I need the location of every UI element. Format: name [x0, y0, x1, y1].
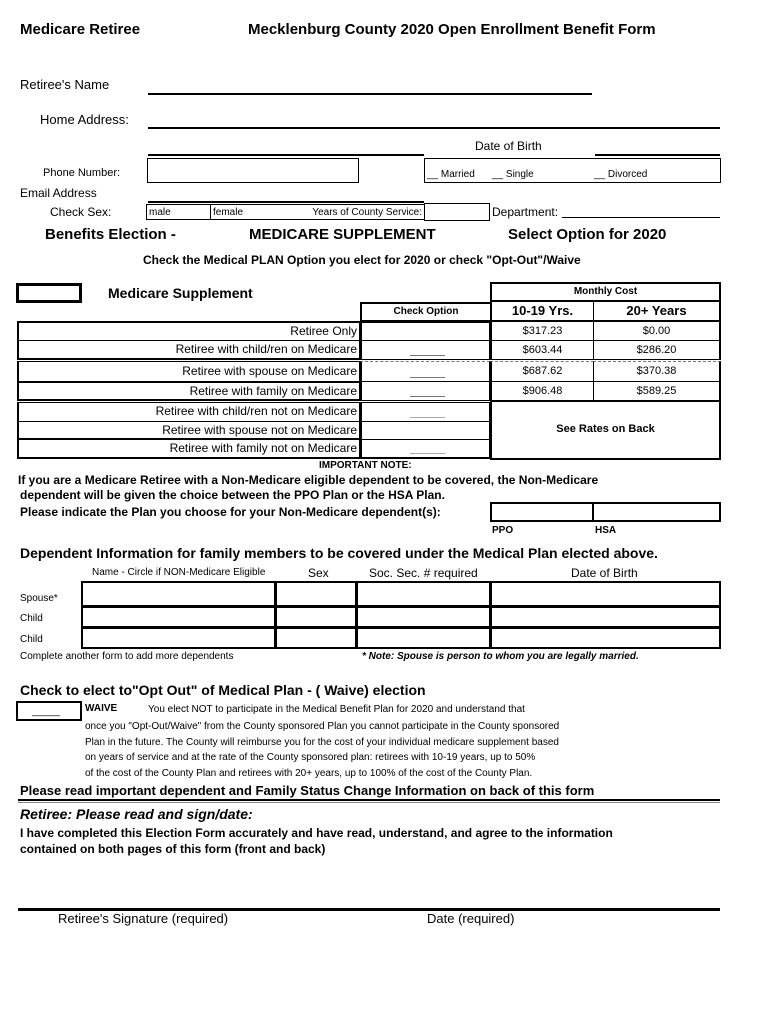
cost-10-19-child-on-medicare: $603.44 [490, 340, 594, 360]
plan-row-label: Retiree Only [290, 324, 357, 338]
check-option-child-not-medicare[interactable] [360, 402, 490, 422]
spouse-sex-input[interactable] [275, 581, 357, 607]
medicare-supplement-heading: MEDICARE SUPPLEMENT [249, 226, 436, 243]
cost-20-plus-retiree-only: $0.00 [593, 321, 721, 341]
monthly-cost-header: Monthly Cost [490, 282, 721, 302]
dependent-col-name: Name - Circle if NON-Medicare Eligible [92, 567, 266, 578]
child2-name-input[interactable] [81, 627, 276, 649]
plan-row-label: Retiree with child/ren not on Medicare [155, 404, 357, 418]
years-service-input[interactable] [424, 203, 490, 221]
signature-field[interactable] [18, 880, 408, 908]
plan-row-label: Retiree with child/ren on Medicare [175, 342, 357, 356]
address-line2-underline [148, 154, 424, 156]
benefits-election-label: Benefits Election - [45, 226, 176, 243]
check-blank [410, 417, 445, 418]
attestation-line1: I have completed this Election Form accurately and have read, understand, and agree to the information [20, 826, 613, 840]
plan-row-label: Retiree with family on Medicare [189, 384, 357, 398]
date-field[interactable] [420, 880, 720, 908]
child1-name-input[interactable] [81, 606, 276, 628]
waive-label: WAIVE [85, 703, 118, 714]
department-underline[interactable] [562, 217, 720, 218]
sex-option-female[interactable] [210, 204, 277, 220]
child2-ssn-input[interactable] [356, 627, 491, 649]
female-label: female [213, 207, 244, 218]
marital-option-married[interactable]: __ Married [427, 169, 475, 180]
phone-label: Phone Number: [43, 167, 121, 179]
cost-20-plus-child-on-medicare: $286.20 [593, 340, 721, 360]
dob-underline[interactable] [595, 154, 720, 156]
home-address-label: Home Address: [40, 112, 129, 127]
waive-text-line3: Plan in the future. The County will reimburse you for the cost of your individual medicare supplement based [85, 737, 559, 748]
col-header-20-plus: 20+ Years [593, 301, 721, 321]
plan-row-spouse-on-medicare [17, 361, 360, 382]
col-header-10-19: 10-19 Yrs. [490, 301, 594, 321]
child1-ssn-input[interactable] [356, 606, 491, 628]
plan-row-label: Retiree with spouse on Medicare [182, 364, 357, 378]
ppo-checkbox[interactable] [490, 502, 594, 522]
home-address-underline [148, 127, 720, 129]
dependent-col-dob: Date of Birth [571, 566, 638, 580]
cost-10-19-retiree-only: $317.23 [490, 321, 594, 341]
child2-sex-input[interactable] [275, 627, 357, 649]
check-blank [410, 377, 445, 378]
retiree-name-label: Retiree's Name [20, 77, 110, 92]
important-note-line3: Please indicate the Plan you choose for your Non-Medicare dependent(s): [20, 505, 441, 519]
section-divider-bottom [18, 802, 720, 803]
check-blank [410, 355, 445, 356]
home-address-field[interactable] [148, 106, 720, 128]
plan-row-retiree-only [17, 321, 360, 341]
cost-20-plus-spouse-on-medicare: $370.38 [593, 361, 721, 382]
back-of-form-notice: Please read important dependent and Family Status Change Information on back of this form [20, 783, 595, 798]
form-type-label: Medicare Retiree [20, 21, 141, 38]
ppo-label: PPO [492, 525, 514, 536]
check-sex-label: Check Sex: [50, 205, 112, 219]
cost-20-plus-family-on-medicare: $589.25 [593, 381, 721, 401]
waive-checkbox-blank: _____ [32, 706, 60, 717]
marital-option-single[interactable]: __ Single [492, 169, 534, 180]
years-service-label-box [276, 204, 424, 220]
cost-10-19-family-on-medicare: $906.48 [490, 381, 594, 401]
dob-label: Date of Birth [475, 139, 542, 153]
check-blank [410, 396, 445, 397]
waive-text-line1: You elect NOT to participate in the Medical Benefit Plan for 2020 and understand that [148, 704, 525, 715]
check-option-child-on-medicare[interactable] [360, 340, 490, 360]
important-note-title: IMPORTANT NOTE: [319, 460, 412, 471]
check-option-retiree-only[interactable] [360, 321, 490, 341]
plan-row-family-on-medicare [17, 381, 360, 401]
email-label: Email Address [20, 186, 97, 200]
phone-input[interactable] [147, 158, 359, 183]
child1-dob-input[interactable] [490, 606, 721, 628]
dependent-row-spouse-label: Spouse* [20, 593, 58, 604]
marital-option-divorced[interactable]: __ Divorced [594, 169, 648, 180]
child1-sex-input[interactable] [275, 606, 357, 628]
dependents-title: Dependent Information for family members to be covered under the Medical Plan elected above. [20, 545, 658, 561]
plan-row-child-on-medicare [17, 340, 360, 360]
date-label: Date (required) [427, 911, 515, 926]
dependent-row-child1-label: Child [20, 613, 43, 624]
department-label: Department: [492, 205, 559, 219]
plan-name: Medicare Supplement [108, 285, 253, 301]
spouse-dob-input[interactable] [490, 581, 721, 607]
check-option-spouse-not-medicare[interactable] [360, 421, 490, 440]
dependent-col-sex: Sex [308, 566, 329, 580]
male-label: male [149, 207, 171, 218]
waive-text-line2: once you "Opt-Out/Waive" from the County sponsored Plan you cannot participate in the County sponsored [85, 721, 560, 732]
page-title: Mecklenburg County 2020 Open Enrollment Benefit Form [248, 21, 656, 38]
waive-title: Check to elect to"Opt Out" of Medical Plan - ( Waive) election [20, 682, 426, 698]
child2-dob-input[interactable] [490, 627, 721, 649]
more-dependents-note: Complete another form to add more dependents [20, 651, 234, 662]
check-blank [410, 453, 445, 454]
hsa-label: HSA [595, 525, 617, 536]
plan-row-label: Retiree with spouse not on Medicare [162, 423, 357, 437]
signature-label: Retiree's Signature (required) [58, 911, 229, 926]
retiree-name-underline [148, 93, 592, 95]
check-option-family-on-medicare[interactable] [360, 381, 490, 401]
signature-section-title: Retiree: Please read and sign/date: [20, 806, 253, 822]
hsa-checkbox[interactable] [592, 502, 721, 522]
section-divider-top [18, 799, 720, 801]
dependent-row-child2-label: Child [20, 634, 43, 645]
plan-row-label: Retiree with family not on Medicare [169, 441, 357, 455]
important-note-line2: dependent will be given the choice between the PPO Plan or the HSA Plan. [20, 488, 445, 502]
important-note-line1: If you are a Medicare Retiree with a Non-Medicare eligible dependent to be covered, the Non-Medicare [18, 473, 599, 487]
waive-text-line4: on years of service and at the rate of the County sponsored plan: retirees with 10-19 years, up to 50% [85, 752, 536, 763]
email-underline[interactable] [148, 201, 424, 203]
plan-instruction: Check the Medical PLAN Option you elect for 2020 or check "Opt-Out"/Waive [143, 253, 581, 267]
plan-row-family-not-medicare [17, 439, 360, 459]
dependent-col-ssn: Soc. Sec. # required [369, 566, 478, 580]
spouse-definition-note: * Note: Spouse is person to whom you are legally married. [362, 651, 639, 662]
plan-row-child-not-medicare [17, 402, 360, 422]
check-option-spouse-on-medicare[interactable] [360, 361, 490, 382]
waive-checkbox[interactable] [16, 701, 82, 721]
attestation-line2: contained on both pages of this form (front and back) [20, 842, 326, 856]
retiree-name-field[interactable] [148, 72, 592, 94]
spouse-name-input[interactable] [81, 581, 276, 607]
medicare-supplement-checkbox[interactable] [16, 283, 82, 303]
check-option-family-not-medicare[interactable] [360, 439, 490, 459]
see-rates-on-back: See Rates on Back [490, 401, 721, 460]
waive-text-line5: of the cost of the County Plan and retirees with 20+ years, up to 100% of the cost of the County Plan. [85, 768, 533, 779]
select-option-heading: Select Option for 2020 [508, 226, 667, 243]
sex-option-male[interactable] [146, 204, 211, 220]
cost-10-19-spouse-on-medicare: $687.62 [490, 361, 594, 382]
years-service-label: Years of County Service: [312, 207, 422, 218]
plan-row-spouse-not-medicare [17, 421, 360, 440]
spouse-ssn-input[interactable] [356, 581, 491, 607]
check-option-header: Check Option [360, 302, 491, 321]
